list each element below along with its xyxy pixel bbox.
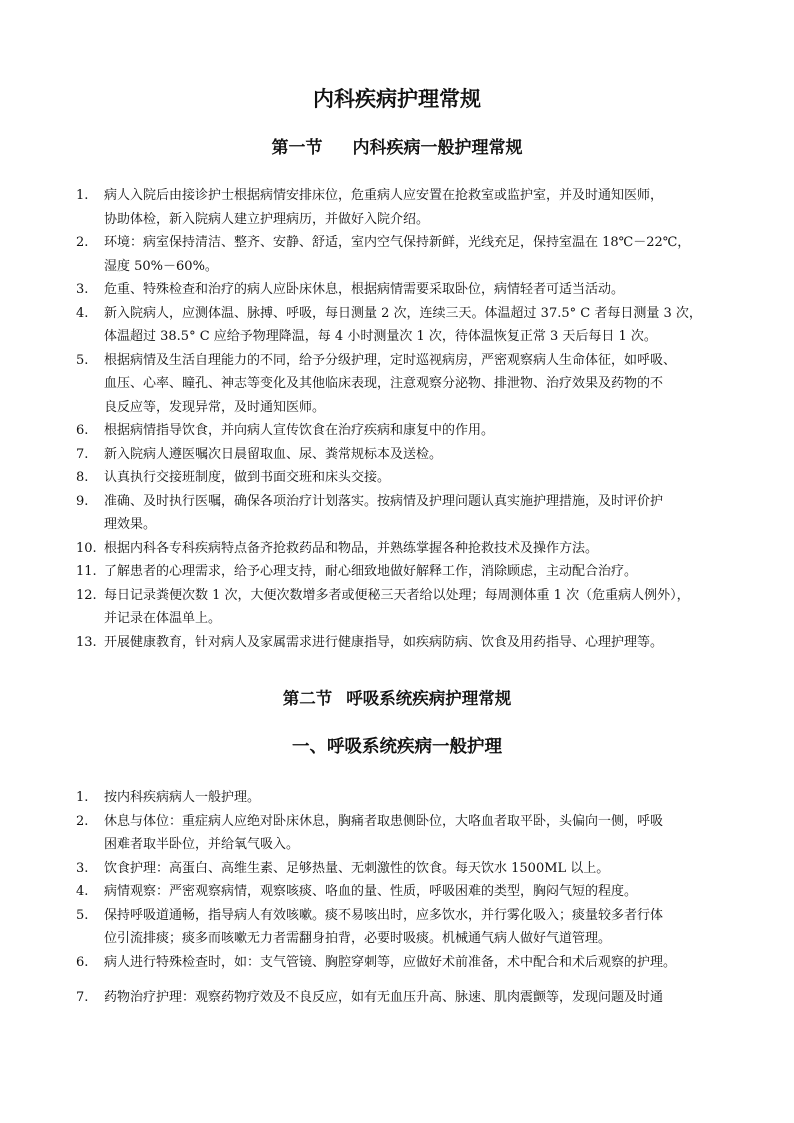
list-item-text-line: 休息与体位：重症病人应绝对卧床休息，胸痛者取患侧卧位，大咯血者取平卧，头偏向一侧，呼吸 (104, 813, 664, 829)
list-item (0, 278, 724, 302)
list-item-number: 7. (76, 990, 89, 1005)
list-item-text-line: 根据病情及生活自理能力的不同，给予分级护理，定时巡视病房，严密观察病人生命体征，如呼吸、 (104, 352, 677, 368)
list-item (0, 184, 724, 231)
list-item (0, 810, 724, 857)
list-item (0, 349, 724, 420)
section1-number: 第一节 (271, 138, 323, 158)
list-item-text-line: 每日记录粪便次数 1 次，大便次数增多者或便秘三天者给以处理；每周测体重 1 次（危重病人例外）， (104, 587, 690, 603)
list-item-text-line: 药物治疗护理：观察药物疗效及不良反应，如有无血压升高、脉速、肌肉震颤等，发现问题及时通 (104, 990, 664, 1005)
list-item-text-line: 认真执行交接班制度，做到书面交班和床头交接。 (104, 470, 391, 485)
list-item-text-line: 病人进行特殊检查时，如：支气管镜、胸腔穿刺等，应做好术前准备，术中配合和术后观察的护理。 (104, 954, 677, 970)
list-item-number: 1. (76, 790, 89, 805)
list-item-number: 5. (76, 352, 89, 368)
list-item-text-line: 新入院病人，应测体温、脉搏、呼吸，每日测量 2 次，连续三天。体温超过 37.5° C 者每日测量 3 次， (104, 305, 702, 321)
list-item-text-line: 准确、及时执行医嘱，确保各项治疗计划落实。按病情及护理问题认真实施护理措施，及时评价护 (104, 493, 664, 509)
list-item-text-line: 危重、特殊检查和治疗的病人应卧床休息，根据病情需要采取卧位，病情轻者可适当活动。 (104, 282, 625, 297)
list-item-number: 3. (76, 282, 89, 297)
list-item-text-line: 新入院病人遵医嘱次日晨留取血、尿、粪常规标本及送检。 (104, 446, 443, 462)
list-item (0, 880, 724, 904)
list-item-text-line: 饮食护理：高蛋白、高维生素、足够热量、无刺激性的饮食。每天饮水 1500ML 以上。 (104, 860, 610, 876)
list-item-number: 1. (76, 188, 89, 203)
list-item-text-line: 根据病情指导饮食，并向病人宣传饮食在治疗疾病和康复中的作用。 (104, 423, 495, 438)
list-item-text-line: 根据内科各专科疾病特点备齐抢救药品和物品，并熟练掌握各种抢救技术及操作方法。 (104, 540, 599, 556)
list-item-number: 9. (76, 493, 89, 509)
list-item-number: 2. (76, 813, 89, 829)
list-item-text-line: 体温超过 38.5° C 应给予物理降温，每 4 小时测量次 1 次，待体温恢复正常 3 天后每日 1 次。 (104, 329, 657, 344)
list-item-number: 3. (76, 860, 89, 876)
list-item-text-line: 保持呼吸道通畅，指导病人有效咳嗽。痰不易咳出时，应多饮水，并行雾化吸入；痰量较多者行体 (104, 907, 664, 923)
list-item (0, 443, 724, 467)
list-item (0, 490, 724, 537)
section1-heading (0, 135, 794, 161)
list-item-text-line: 理效果。 (104, 517, 157, 532)
section2-subheading: 一、呼吸系统疾病一般护理 (292, 737, 502, 757)
list-item-text-line: 并记录在体温单上。 (104, 611, 222, 626)
list-item-text-line: 位引流排痰；痰多而咳嗽无力者需翻身拍背，必要时吸痰。机械通气病人做好气道管理。 (104, 931, 612, 946)
list-item-number: 7. (76, 446, 89, 462)
section1-list (0, 184, 724, 654)
list-item-number: 10. (76, 540, 97, 556)
list-item-number: 8. (76, 470, 89, 485)
list-item (0, 631, 724, 655)
list-item (0, 419, 724, 443)
list-item-number: 4. (76, 305, 89, 321)
document-title: 内科疾病护理常规 (313, 87, 481, 111)
list-item-text-line: 按内科疾病病人一般护理。 (104, 790, 261, 805)
list-item (0, 986, 724, 1010)
list-item-text-line: 病情观察：严密观察病情，观察咳痰、咯血的量、性质，呼吸困难的类型，胸闷气短的程度。 (104, 884, 638, 899)
list-item-text-line: 血压、心率、瞳孔、神志等变化及其他临床表现，注意观察分泌物、排泄物、治疗效果及药物的不 (104, 376, 664, 391)
list-item (0, 302, 724, 349)
section2-heading (0, 686, 794, 712)
list-item (0, 231, 724, 278)
section1-name: 内科疾病一般护理常规 (352, 138, 523, 158)
list-item-number: 13. (76, 634, 97, 650)
list-item-number: 6. (76, 423, 89, 438)
section2-list (0, 786, 724, 1010)
list-item (0, 560, 724, 584)
list-item-text-line: 良反应等，发现异常，及时通知医师。 (104, 399, 326, 415)
list-item-text-line: 协助体检，新入院病人建立护理病历，并做好入院介绍。 (104, 211, 430, 227)
section2-number: 第二节 (282, 689, 333, 708)
list-item-number: 5. (76, 907, 89, 923)
list-item-number: 2. (76, 235, 89, 250)
list-item (0, 951, 724, 975)
list-item-text-line: 开展健康教育，针对病人及家属需求进行健康指导，如疾病防病、饮食及用药指导、心理护理等。 (104, 634, 664, 650)
list-item (0, 857, 724, 881)
list-item-text-line: 湿度 50%－60%。 (104, 258, 218, 274)
section2-name: 呼吸系统疾病护理常规 (346, 689, 512, 708)
list-item (0, 904, 724, 951)
list-item-number: 6. (76, 954, 89, 970)
list-item-text-line: 了解患者的心理需求，给予心理支持，耐心细致地做好解释工作，消除顾虑，主动配合治疗。 (104, 564, 638, 579)
list-item-text-line: 困难者取半卧位，并给氧气吸入。 (104, 837, 300, 852)
list-item-number: 11. (76, 564, 97, 579)
list-item (0, 786, 724, 810)
list-item (0, 537, 724, 561)
list-item-number: 4. (76, 884, 89, 899)
list-item (0, 466, 724, 490)
list-item-number: 12. (76, 587, 97, 603)
list-item-text-line: 环境：病室保持清洁、整齐、安静、舒适，室内空气保持新鲜，光线充足，保持室温在 18℃－22℃， (104, 235, 691, 250)
list-item (0, 584, 724, 631)
list-item-text-line: 病人入院后由接诊护士根据病情安排床位，危重病人应安置在抢救室或监护室，并及时通知医师， (104, 188, 664, 203)
